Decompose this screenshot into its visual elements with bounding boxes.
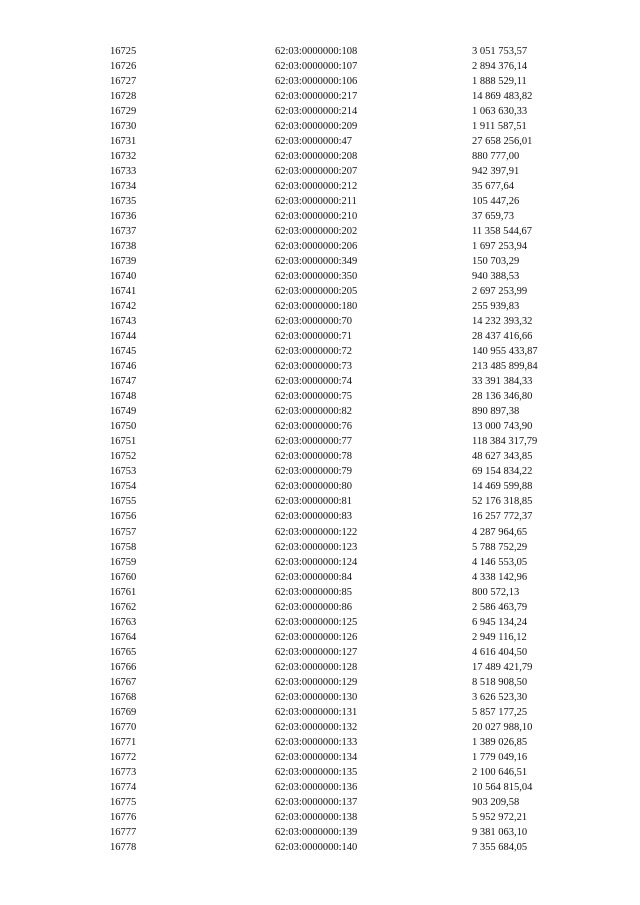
row-number: 16771 bbox=[110, 736, 137, 748]
row-number: 16740 bbox=[110, 271, 137, 283]
value-amount: 890 897,38 bbox=[472, 406, 520, 418]
cadastral-number: 62:03:0000000:123 bbox=[275, 541, 358, 553]
table-row bbox=[0, 675, 640, 690]
table-row bbox=[0, 299, 640, 314]
table-row bbox=[0, 164, 640, 179]
value-amount: 5 857 177,25 bbox=[472, 706, 528, 718]
row-number: 16760 bbox=[110, 571, 137, 583]
table-row bbox=[0, 464, 640, 479]
value-amount: 1 888 529,11 bbox=[472, 76, 527, 88]
cadastral-number: 62:03:0000000:138 bbox=[275, 811, 358, 823]
table-row bbox=[0, 795, 640, 810]
table-row bbox=[0, 479, 640, 494]
table-row bbox=[0, 690, 640, 705]
row-number: 16758 bbox=[110, 541, 137, 553]
cadastral-number: 62:03:0000000:122 bbox=[275, 526, 358, 538]
value-amount: 14 869 483,82 bbox=[472, 91, 533, 103]
row-number: 16750 bbox=[110, 421, 137, 433]
cadastral-number: 62:03:0000000:137 bbox=[275, 796, 358, 808]
cadastral-number: 62:03:0000000:74 bbox=[275, 376, 353, 388]
cadastral-number: 62:03:0000000:133 bbox=[275, 736, 358, 748]
value-amount: 13 000 743,90 bbox=[472, 421, 533, 433]
table-row bbox=[0, 660, 640, 675]
cadastral-number: 62:03:0000000:217 bbox=[275, 91, 358, 103]
row-number: 16754 bbox=[110, 481, 137, 493]
table-row bbox=[0, 525, 640, 540]
value-amount: 17 489 421,79 bbox=[472, 661, 533, 673]
cadastral-number: 62:03:0000000:71 bbox=[275, 331, 353, 343]
value-amount: 69 154 834,22 bbox=[472, 466, 533, 478]
value-amount: 2 586 463,79 bbox=[472, 601, 528, 613]
table-row bbox=[0, 374, 640, 389]
cadastral-number: 62:03:0000000:80 bbox=[275, 481, 353, 493]
table-row bbox=[0, 645, 640, 660]
value-amount: 1 697 253,94 bbox=[472, 241, 528, 253]
value-amount: 1 389 026,85 bbox=[472, 736, 528, 748]
value-amount: 2 894 376,14 bbox=[472, 61, 528, 73]
value-amount: 105 447,26 bbox=[472, 196, 520, 208]
table-row bbox=[0, 750, 640, 765]
cadastral-number: 62:03:0000000:84 bbox=[275, 571, 353, 583]
row-number: 16746 bbox=[110, 361, 137, 373]
table-row bbox=[0, 89, 640, 104]
cadastral-number: 62:03:0000000:130 bbox=[275, 691, 358, 703]
cadastral-number: 62:03:0000000:86 bbox=[275, 601, 353, 613]
table-row bbox=[0, 254, 640, 269]
value-amount: 11 358 544,67 bbox=[472, 226, 532, 238]
cadastral-number: 62:03:0000000:70 bbox=[275, 316, 353, 328]
row-number: 16739 bbox=[110, 256, 137, 268]
row-number: 16751 bbox=[110, 436, 137, 448]
cadastral-number: 62:03:0000000:72 bbox=[275, 346, 353, 358]
row-number: 16726 bbox=[110, 61, 137, 73]
value-amount: 4 146 553,05 bbox=[472, 556, 528, 568]
row-number: 16744 bbox=[110, 331, 137, 343]
cadastral-number: 62:03:0000000:126 bbox=[275, 631, 358, 643]
cadastral-number: 62:03:0000000:205 bbox=[275, 286, 358, 298]
cadastral-number: 62:03:0000000:132 bbox=[275, 721, 358, 733]
table-row bbox=[0, 284, 640, 299]
row-number: 16729 bbox=[110, 106, 137, 118]
value-amount: 33 391 384,33 bbox=[472, 376, 533, 388]
row-number: 16774 bbox=[110, 781, 137, 793]
cadastral-number: 62:03:0000000:131 bbox=[275, 706, 358, 718]
value-amount: 880 777,00 bbox=[472, 151, 520, 163]
table-row bbox=[0, 269, 640, 284]
table-row bbox=[0, 149, 640, 164]
value-amount: 20 027 988,10 bbox=[472, 721, 533, 733]
row-number: 16763 bbox=[110, 616, 137, 628]
cadastral-number: 62:03:0000000:125 bbox=[275, 616, 358, 628]
row-number: 16765 bbox=[110, 646, 137, 658]
value-amount: 8 518 908,50 bbox=[472, 676, 528, 688]
value-amount: 7 355 684,05 bbox=[472, 841, 528, 853]
cadastral-number: 62:03:0000000:75 bbox=[275, 391, 353, 403]
row-number: 16766 bbox=[110, 661, 137, 673]
value-amount: 942 397,91 bbox=[472, 166, 520, 178]
row-number: 16776 bbox=[110, 811, 137, 823]
cadastral-number: 62:03:0000000:108 bbox=[275, 46, 358, 57]
value-amount: 4 616 404,50 bbox=[472, 646, 528, 658]
row-number: 16736 bbox=[110, 211, 137, 223]
data-table bbox=[0, 44, 640, 855]
value-amount: 1 911 587,51 bbox=[472, 121, 527, 133]
table-row bbox=[0, 119, 640, 134]
cadastral-number: 62:03:0000000:78 bbox=[275, 451, 353, 463]
table-row bbox=[0, 179, 640, 194]
table-row bbox=[0, 329, 640, 344]
table-row bbox=[0, 810, 640, 825]
value-amount: 10 564 815,04 bbox=[472, 781, 533, 793]
table-row bbox=[0, 780, 640, 795]
row-number: 16767 bbox=[110, 676, 137, 688]
row-number: 16768 bbox=[110, 691, 137, 703]
table-row bbox=[0, 449, 640, 464]
cadastral-number: 62:03:0000000:76 bbox=[275, 421, 353, 433]
row-number: 16735 bbox=[110, 196, 137, 208]
row-number: 16764 bbox=[110, 631, 137, 643]
cadastral-number: 62:03:0000000:81 bbox=[275, 496, 353, 508]
row-number: 16778 bbox=[110, 841, 137, 853]
cadastral-number: 62:03:0000000:207 bbox=[275, 166, 358, 178]
value-amount: 3 626 523,30 bbox=[472, 691, 528, 703]
cadastral-number: 62:03:0000000:208 bbox=[275, 151, 358, 163]
row-number: 16762 bbox=[110, 601, 137, 613]
table-row bbox=[0, 404, 640, 419]
cadastral-number: 62:03:0000000:129 bbox=[275, 676, 358, 688]
value-amount: 150 703,29 bbox=[472, 256, 520, 268]
value-amount: 5 952 972,21 bbox=[472, 811, 528, 823]
table-row bbox=[0, 314, 640, 329]
row-number: 16730 bbox=[110, 121, 137, 133]
value-amount: 1 779 049,16 bbox=[472, 751, 528, 763]
cadastral-number: 62:03:0000000:139 bbox=[275, 826, 358, 838]
cadastral-number: 62:03:0000000:214 bbox=[275, 106, 358, 118]
value-amount: 3 051 753,57 bbox=[472, 46, 528, 57]
value-amount: 5 788 752,29 bbox=[472, 541, 528, 553]
table-row bbox=[0, 209, 640, 224]
cadastral-number: 62:03:0000000:135 bbox=[275, 766, 358, 778]
row-number: 16769 bbox=[110, 706, 137, 718]
table-row bbox=[0, 134, 640, 149]
cadastral-number: 62:03:0000000:82 bbox=[275, 406, 353, 418]
value-amount: 28 136 346,80 bbox=[472, 391, 533, 403]
row-number: 16749 bbox=[110, 406, 137, 418]
cadastral-number: 62:03:0000000:107 bbox=[275, 61, 358, 73]
cadastral-number: 62:03:0000000:106 bbox=[275, 76, 358, 88]
value-amount: 940 388,53 bbox=[472, 271, 520, 283]
cadastral-number: 62:03:0000000:140 bbox=[275, 841, 358, 853]
value-amount: 16 257 772,37 bbox=[472, 511, 533, 523]
value-amount: 37 659,73 bbox=[472, 211, 514, 223]
table-row bbox=[0, 840, 640, 855]
table-row bbox=[0, 419, 640, 434]
value-amount: 27 658 256,01 bbox=[472, 136, 533, 148]
cadastral-number: 62:03:0000000:180 bbox=[275, 301, 358, 313]
value-amount: 255 939,83 bbox=[472, 301, 520, 313]
table-row bbox=[0, 434, 640, 449]
value-amount: 118 384 317,79 bbox=[472, 436, 538, 448]
table-row bbox=[0, 570, 640, 585]
table-row bbox=[0, 825, 640, 840]
cadastral-number: 62:03:0000000:210 bbox=[275, 211, 358, 223]
row-number: 16752 bbox=[110, 451, 137, 463]
row-number: 16741 bbox=[110, 286, 137, 298]
cadastral-number: 62:03:0000000:85 bbox=[275, 586, 353, 598]
table-row bbox=[0, 765, 640, 780]
value-amount: 903 209,58 bbox=[472, 796, 520, 808]
cadastral-number: 62:03:0000000:73 bbox=[275, 361, 353, 373]
value-amount: 140 955 433,87 bbox=[472, 346, 538, 358]
value-amount: 800 572,13 bbox=[472, 586, 520, 598]
cadastral-number: 62:03:0000000:124 bbox=[275, 556, 358, 568]
value-amount: 213 485 899,84 bbox=[472, 361, 538, 373]
value-amount: 14 232 393,32 bbox=[472, 316, 533, 328]
row-number: 16734 bbox=[110, 181, 137, 193]
value-amount: 1 063 630,33 bbox=[472, 106, 528, 118]
row-number: 16757 bbox=[110, 526, 137, 538]
row-number: 16732 bbox=[110, 151, 137, 163]
table-row bbox=[0, 540, 640, 555]
value-amount: 9 381 063,10 bbox=[472, 826, 528, 838]
row-number: 16773 bbox=[110, 766, 137, 778]
row-number: 16742 bbox=[110, 301, 137, 313]
table-row bbox=[0, 494, 640, 509]
row-number: 16738 bbox=[110, 241, 137, 253]
cadastral-number: 62:03:0000000:127 bbox=[275, 646, 358, 658]
row-number: 16777 bbox=[110, 826, 137, 838]
row-number: 16731 bbox=[110, 136, 137, 148]
table-row bbox=[0, 194, 640, 209]
row-number: 16725 bbox=[110, 46, 137, 57]
cadastral-number: 62:03:0000000:350 bbox=[275, 271, 358, 283]
table-row bbox=[0, 720, 640, 735]
row-number: 16727 bbox=[110, 76, 137, 88]
cadastral-number: 62:03:0000000:128 bbox=[275, 661, 358, 673]
cadastral-number: 62:03:0000000:134 bbox=[275, 751, 358, 763]
table-row bbox=[0, 239, 640, 254]
cadastral-number: 62:03:0000000:136 bbox=[275, 781, 358, 793]
value-amount: 4 287 964,65 bbox=[472, 526, 528, 538]
table-row bbox=[0, 509, 640, 524]
table-row bbox=[0, 615, 640, 630]
value-amount: 2 697 253,99 bbox=[472, 286, 528, 298]
row-number: 16759 bbox=[110, 556, 137, 568]
row-number: 16770 bbox=[110, 721, 137, 733]
value-amount: 2 949 116,12 bbox=[472, 631, 527, 643]
row-number: 16747 bbox=[110, 376, 137, 388]
row-number: 16745 bbox=[110, 346, 137, 358]
cadastral-number: 62:03:0000000:83 bbox=[275, 511, 353, 523]
value-amount: 4 338 142,96 bbox=[472, 571, 528, 583]
table-row bbox=[0, 74, 640, 89]
row-number: 16737 bbox=[110, 226, 137, 238]
cadastral-number: 62:03:0000000:211 bbox=[275, 196, 357, 208]
row-number: 16772 bbox=[110, 751, 137, 763]
cadastral-number: 62:03:0000000:206 bbox=[275, 241, 358, 253]
cadastral-number: 62:03:0000000:202 bbox=[275, 226, 358, 238]
table-row bbox=[0, 735, 640, 750]
cadastral-number: 62:03:0000000:77 bbox=[275, 436, 353, 448]
row-number: 16753 bbox=[110, 466, 137, 478]
table-row bbox=[0, 59, 640, 74]
value-amount: 14 469 599,88 bbox=[472, 481, 533, 493]
table-row bbox=[0, 104, 640, 119]
cadastral-number: 62:03:0000000:79 bbox=[275, 466, 353, 478]
row-number: 16743 bbox=[110, 316, 137, 328]
row-number: 16775 bbox=[110, 796, 137, 808]
table-row bbox=[0, 555, 640, 570]
table-row bbox=[0, 585, 640, 600]
value-amount: 6 945 134,24 bbox=[472, 616, 528, 628]
row-number: 16761 bbox=[110, 586, 137, 598]
value-amount: 35 677,64 bbox=[472, 181, 514, 193]
value-amount: 48 627 343,85 bbox=[472, 451, 533, 463]
row-number: 16755 bbox=[110, 496, 137, 508]
cadastral-number: 62:03:0000000:47 bbox=[275, 136, 353, 148]
table-row bbox=[0, 389, 640, 404]
table-row bbox=[0, 600, 640, 615]
row-number: 16748 bbox=[110, 391, 137, 403]
row-number: 16756 bbox=[110, 511, 137, 523]
row-number: 16728 bbox=[110, 91, 137, 103]
table-row bbox=[0, 705, 640, 720]
value-amount: 2 100 646,51 bbox=[472, 766, 528, 778]
row-number: 16733 bbox=[110, 166, 137, 178]
cadastral-number: 62:03:0000000:212 bbox=[275, 181, 358, 193]
table-row bbox=[0, 630, 640, 645]
table-row bbox=[0, 44, 640, 59]
table-row bbox=[0, 224, 640, 239]
value-amount: 52 176 318,85 bbox=[472, 496, 533, 508]
cadastral-number: 62:03:0000000:349 bbox=[275, 256, 358, 268]
value-amount: 28 437 416,66 bbox=[472, 331, 533, 343]
cadastral-number: 62:03:0000000:209 bbox=[275, 121, 358, 133]
table-row bbox=[0, 344, 640, 359]
table-row bbox=[0, 359, 640, 374]
